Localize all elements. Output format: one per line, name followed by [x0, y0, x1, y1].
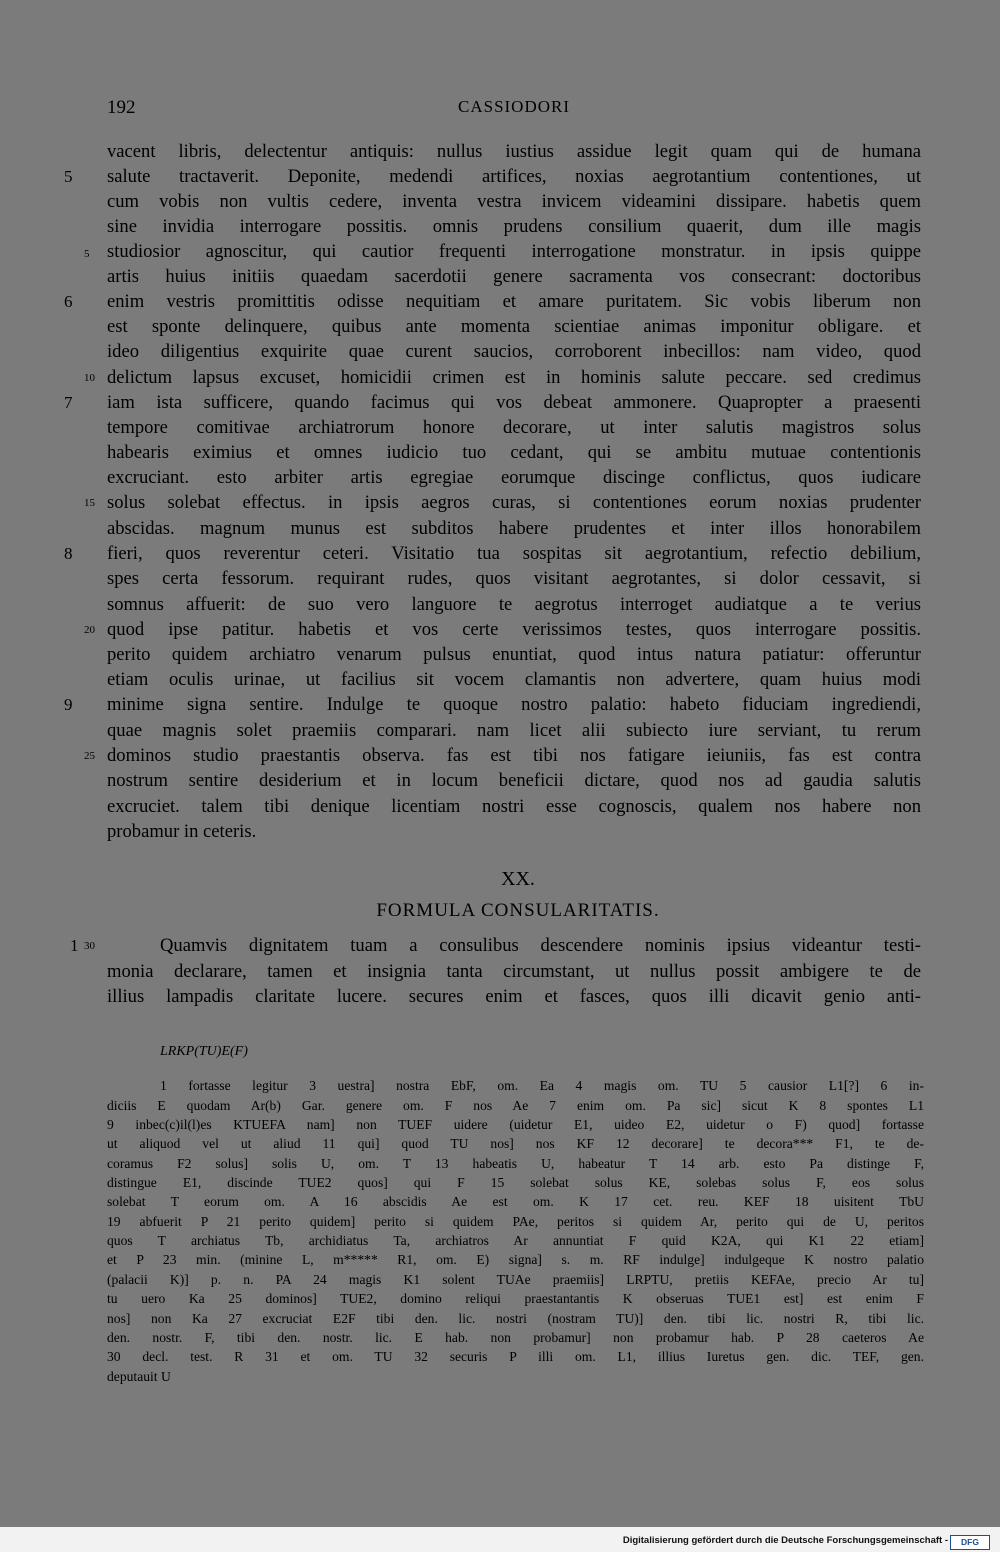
page-number: 192: [107, 97, 136, 118]
section-title: FORMULA CONSULARITATIS.: [376, 900, 660, 921]
line-number: 30: [84, 940, 95, 952]
text-line: salute tractaverit. Deponite, medendi artifices, noxias aegrotantium contentiones, ut: [107, 166, 921, 187]
apparatus-line: diciis E quodam Ar(b) Gar. genere om. F nos Ae 7 enim om. Pa sic] sicut K 8 spontes L1: [107, 1098, 924, 1113]
text-line: nostrum sentire desiderium et in locum beneficii dictare, quod nos ad gaudia salutis: [107, 770, 921, 791]
text-line: monia declarare, tamen et insignia tanta circumstant, ut nullus possit ambigere te de: [107, 961, 921, 982]
text-line: ideo diligentius exquirite quae curent saucios, corroborent inbecillos: nam video, quod: [107, 341, 921, 362]
text-line: somnus affuerit: de suo vero languore te aegrotus interroget audiatque a te verius: [107, 594, 921, 615]
apparatus-line: deputauit U: [107, 1369, 171, 1384]
text-line: perito quidem archiatro venarum pulsus enuntiat, quod intus natura patiatur: offeruntur: [107, 644, 921, 665]
apparatus-line: 1 fortasse legitur 3 uestra] nostra EbF, om. Ea 4 magis om. TU 5 causior L1[?] 6 in-: [160, 1078, 924, 1093]
text-line: minime signa sentire. Indulge te quoque nostro palatio: habeto fiduciam ingrediendi,: [107, 694, 921, 715]
apparatus-line: 19 abfuerit P 21 perito quidem] perito si quidem PAe, peritos si quidem Ar, perito qui de U, peritos: [107, 1214, 924, 1229]
chapter-marker: 7: [64, 393, 73, 412]
text-line: abscidas. magnum munus est subditos habere prudentes et inter illos honorabilem: [107, 518, 921, 539]
text-line: dominos studio praestantis observa. fas est tibi nos fatigare ieiuniis, fas est contra: [107, 745, 921, 766]
apparatus-line: tu uero Ka 25 dominos] TUE2, domino reliqui praestantantis K obseruas TUE1 est] est enim F: [107, 1291, 924, 1306]
chapter-marker: 8: [64, 544, 73, 563]
line-number: 10: [84, 372, 95, 384]
apparatus-line: distingue E1, discinde TUE2 quos] qui F 15 solebat solus KE, solebas solus F, eos solus: [107, 1175, 924, 1190]
apparatus-line: (palacii K)] p. n. PA 24 magis K1 solent TUAe praemiis] LRPTU, pretiis KEFAe, precio Ar tu]: [107, 1272, 924, 1287]
line-number: 25: [84, 750, 95, 762]
text-line: cum vobis non vultis cedere, inventa vestra invicem videamini dissipare. habetis quem: [107, 191, 921, 212]
text-line: quod ipse patitur. habetis et vos certe verissimos testes, quos interrogare possitis.: [107, 619, 921, 640]
manuscript-sigla: LRKP(TU)E(F): [160, 1044, 248, 1059]
text-line: excruciant. esto arbiter artis egregiae eorumque discinge conflictus, quos iudicare: [107, 467, 921, 488]
text-line: illius lampadis claritate lucere. secures enim et fasces, quos illi dicavit genio anti-: [107, 986, 921, 1007]
text-line: quae magnis solet praemiis comparari. nam licet alii subiecto iure serviant, tu rerum: [107, 720, 921, 741]
chapter-marker: 9: [64, 695, 73, 714]
apparatus-line: coramus F2 solus] solis U, om. T 13 habeatis U, habeatur T 14 arb. esto Pa distinge F,: [107, 1156, 924, 1171]
apparatus-line: quos T archiatus Tb, archidiatus Ta, archiatros Ar annuntiat F quid K2A, qui K1 22 etiam]: [107, 1233, 924, 1248]
text-line: iam ista sufficere, quando facimus qui vos debeat ammonere. Quapropter a praesenti: [107, 392, 921, 413]
text-line: enim vestris promittitis odisse nequitiam et amare puritatem. Sic vobis liberum non: [107, 291, 921, 312]
text-line: artis huius initiis quaedam sacerdotii genere sacramenta vos consecrant: doctoribus: [107, 266, 921, 287]
text-line: Quamvis dignitatem tuam a consulibus descendere nominis ipsius videantur testi-: [160, 935, 921, 956]
text-line: tempore comitivae archiatrorum honore decorare, ut inter salutis magistros solus: [107, 417, 921, 438]
section-number: XX.: [501, 868, 535, 890]
running-head: CASSIODORI: [458, 97, 571, 116]
line-number: 20: [84, 624, 95, 636]
text-line: spes certa fessorum. requirant rudes, quos visitant aegrotantes, si dolor cessavit, si: [107, 568, 921, 589]
text-line: studiosior agnoscitur, qui cautior frequenti interrogatione monstratur. in ipsis quippe: [107, 241, 921, 262]
chapter-marker: 5: [64, 167, 73, 186]
text-line: habearis eximius et omnes iudicio tuo cedant, qui se ambitu mutuae contentionis: [107, 442, 921, 463]
apparatus-line: 9 inbec(c)il(l)es KTUEFA nam] non TUEF uidere (uidetur E1, uideo E2, uidetur o F) quod] fortasse: [107, 1117, 924, 1132]
chapter-marker: 1: [70, 936, 79, 955]
text-line: est sponte delinquere, quibus ante momenta scientiae animas imponitur obligare. et: [107, 316, 921, 337]
text-line: sine invidia interrogare possitis. omnis prudens consilium quaerit, dum ille magis: [107, 216, 921, 237]
dfg-logo-icon: DFG: [950, 1535, 990, 1550]
apparatus-line: nos] non Ka 27 excruciat E2F tibi den. lic. nostri (nostram TU)] den. tibi lic. nostri R, tibi lic.: [107, 1311, 924, 1326]
text-line: delictum lapsus excuset, homicidii crimen est in hominis salute peccare. sed credimus: [107, 367, 921, 388]
text-line: solus solebat effectus. in ipsis aegros curas, si contentiones eorum noxias prudenter: [107, 492, 921, 513]
chapter-marker: 6: [64, 292, 73, 311]
line-number: 15: [84, 497, 95, 509]
text-line: excruciet. talem tibi denique licentiam nostri esse cognoscis, qualem nos habere non: [107, 796, 921, 817]
line-number: 5: [84, 248, 90, 260]
apparatus-line: et P 23 min. (minine L, m***** R1, om. E) signa] s. m. RF indulge] indulgeque K nostro palatio: [107, 1252, 924, 1267]
apparatus-line: solebat T eorum om. A 16 abscidis Ae est om. K 17 cet. reu. KEF 18 uisitent TbU: [107, 1194, 924, 1209]
apparatus-line: den. nostr. F, tibi den. nostr. lic. E hab. non probamur] non probamur hab. P 28 caeteros Ae: [107, 1330, 924, 1345]
funding-credit: Digitalisierung gefördert durch die Deutsche Forschungsgemeinschaft -: [622, 1535, 948, 1546]
apparatus-line: ut aliquod vel ut aliud 11 qui] quod TU nos] nos KF 12 decorare] te decora*** F1, te de-: [107, 1136, 924, 1151]
text-line: vacent libris, delectentur antiquis: nullus iustius assidue legit quam qui de humana: [107, 141, 921, 162]
text-line: probamur in ceteris.: [107, 821, 257, 842]
text-line: fieri, quos reverentur ceteri. Visitatio tua sospitas sit aegrotantium, refectio debilium,: [107, 543, 921, 564]
apparatus-line: 30 decl. test. R 31 et om. TU 32 securis P illi om. L1, illius Iuretus gen. dic. TEF, gen.: [107, 1349, 924, 1364]
text-line: etiam oculis urinae, ut facilius sit vocem clamantis non advertere, quam huius modi: [107, 669, 921, 690]
